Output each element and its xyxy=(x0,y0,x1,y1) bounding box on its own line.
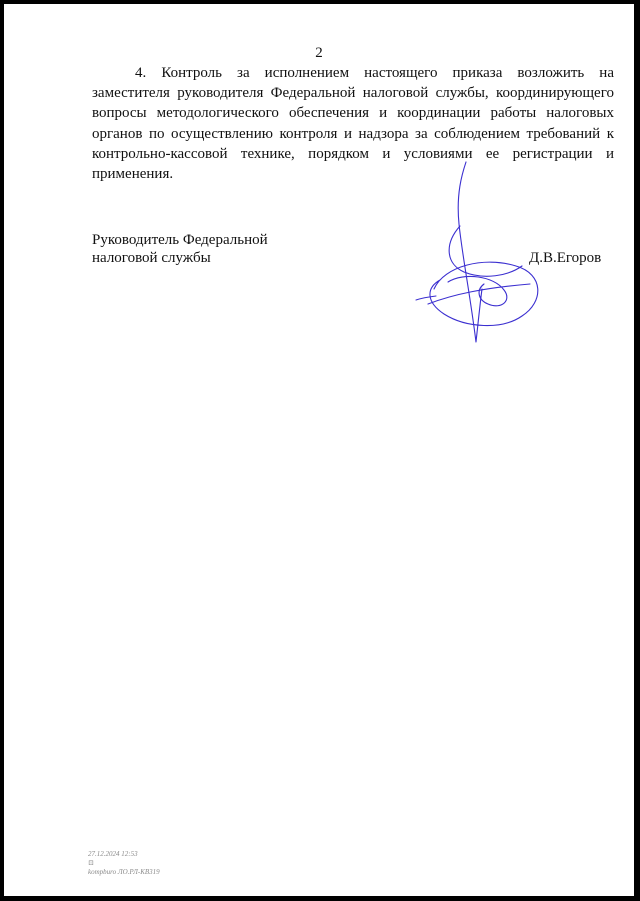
signer-title xyxy=(92,231,268,267)
page-number: 2 xyxy=(315,45,323,61)
signer-title-line-2: налоговой службы xyxy=(92,250,211,266)
handwritten-signature xyxy=(404,154,554,349)
footer-stamp-line xyxy=(88,859,160,877)
signer-name: Д.В.Егоров xyxy=(529,250,602,266)
footer-stamp xyxy=(88,850,160,877)
footer-stamp-text: kompburo ЛО.РЛ-КВ319 xyxy=(88,868,160,876)
signer-title-line-1: Руководитель Федеральной xyxy=(92,232,268,248)
order-paragraph-4: 4. Контроль за исполнением настоящего приказа возложить на заместителя руководителя Федеральной налоговой службы, координирующего вопросы методологического обеспечения и координации работы налоговых органов по осуществлению контроля и надзора за соблюдением требований к контрольно-кассовой технике, порядком и условиями ее регистрации и применения. xyxy=(92,65,614,183)
document-page xyxy=(4,4,634,896)
stamp-icon: ⊡ xyxy=(88,859,94,867)
footer-timestamp: 27.12.2024 12:53 xyxy=(88,850,138,858)
